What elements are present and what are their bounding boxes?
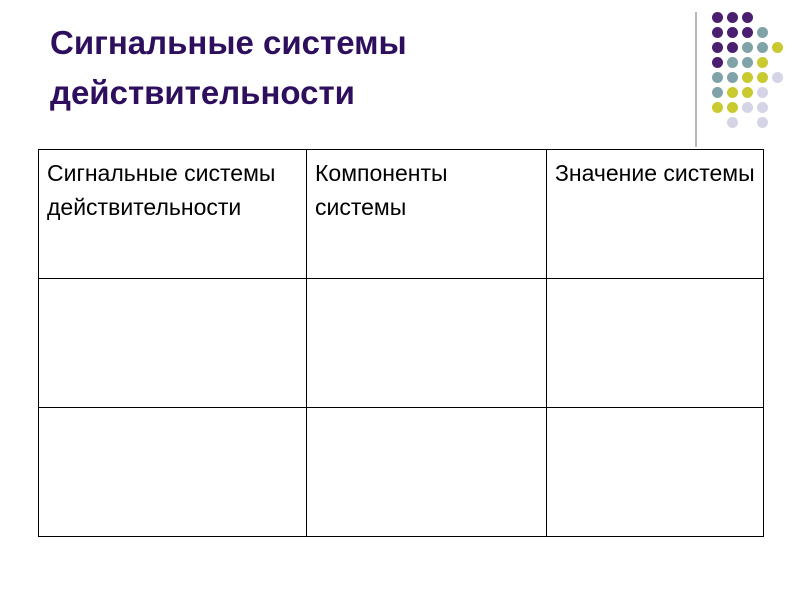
table-cell [307,408,547,537]
table-cell [547,279,764,408]
dot [742,12,753,23]
dot [727,57,738,68]
dot [742,87,753,98]
table-header-row [39,150,764,279]
table-cell [39,408,307,537]
dot [727,87,738,98]
dot [772,72,783,83]
table-cell [547,408,764,537]
dot [757,57,768,68]
signal-systems-table [38,149,764,537]
dot [712,42,723,53]
dot [742,72,753,83]
dot [712,102,723,113]
dot [712,57,723,68]
dot [727,117,738,128]
dot [772,42,783,53]
dot [712,12,723,23]
dot [757,87,768,98]
dot [757,102,768,113]
dot [712,87,723,98]
header-cell-meaning: Значение системы [547,150,764,279]
dot [757,42,768,53]
dot [727,42,738,53]
dot [757,72,768,83]
dot [712,72,723,83]
table-row [39,279,764,408]
title-line-1: Сигнальные системы [50,24,407,61]
dot [727,102,738,113]
dot [712,27,723,38]
dot [742,27,753,38]
table-cell [307,279,547,408]
dot [727,72,738,83]
dot [742,42,753,53]
dot [757,117,768,128]
dot [727,12,738,23]
dot [757,27,768,38]
table-cell [39,279,307,408]
dot [727,27,738,38]
slide-title [50,18,650,118]
header-cell-components: Компоненты системы [307,150,547,279]
header-cell-systems: Сигнальные системы действительности [39,150,307,279]
dot [742,57,753,68]
title-line-2: действительности [50,74,355,111]
table-row [39,408,764,537]
decorative-divider [695,12,697,147]
dot [742,102,753,113]
